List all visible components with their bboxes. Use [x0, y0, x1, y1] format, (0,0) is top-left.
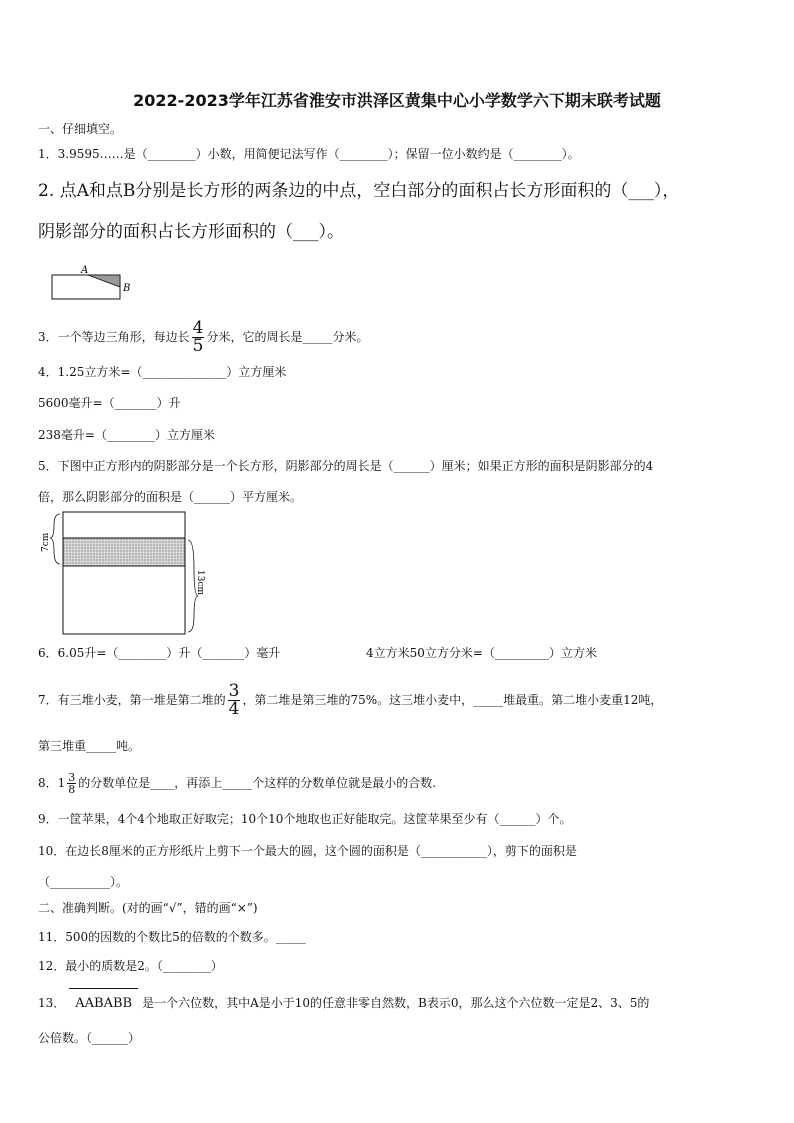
question-13-text-post: 是一个六位数，其中A是小于10的任意非零自然数，B表示0，那么这个六位数一定是2、3、5的: [142, 996, 650, 1010]
question-3-text-post: 分米，它的周长是_____分米。: [206, 330, 369, 344]
label-7cm: 7cm: [41, 532, 51, 552]
question-10-line-2: （__________）。: [38, 875, 129, 889]
question-11: 11．500的因数的个数比5的倍数的个数多。_____: [38, 930, 306, 944]
fraction-numerator: 4: [192, 318, 204, 338]
fraction-3-8: [67, 772, 76, 795]
question-4-line-3: 238毫升=（________）立方厘米: [38, 428, 215, 442]
fraction-denominator: 8: [68, 783, 76, 796]
overlined-number: AABABB: [69, 988, 138, 1017]
section-1-heading: 一、仔细填空。: [38, 122, 123, 136]
point-b-label: B: [123, 283, 131, 294]
page-title: 2022-2023学年江苏省淮安市洪泽区黄集中心小学数学六下期末联考试题: [133, 91, 661, 110]
question-1: 1．3.9595……是（________）小数，用简便记法写作（________）；保留一位小数约是（________）。: [38, 147, 580, 161]
question-6-part-1: 6．6.05升=（________）升（_______）毫升: [38, 646, 281, 660]
question-13-text-pre: 13．: [38, 996, 66, 1010]
question-7-line-2: 第三堆重_____吨。: [38, 739, 141, 753]
section-2-heading: 二、准确判断。(对的画“√”，错的画“×”): [38, 901, 258, 915]
fraction-denominator: 5: [192, 336, 204, 356]
rectangle-figure: [48, 262, 148, 304]
question-6-part-2: 4立方米50立方分米=（_________）立方米: [366, 646, 597, 660]
question-8-text-pre: 8．1: [38, 776, 66, 790]
question-3: [38, 320, 368, 355]
question-13-line-2: 公倍数。（______）: [38, 1031, 141, 1045]
fraction-denominator: 4: [228, 699, 240, 719]
question-13-line-1: [38, 988, 649, 1017]
question-4-line-2: 5600毫升=（_______）升: [38, 396, 181, 410]
question-9: 9．一筐苹果，4个4个地取正好取完；10个10个地取也正好能取完。这筐苹果至少有（______）个。: [38, 812, 572, 826]
label-13cm: 13cm: [195, 570, 205, 596]
fraction-3-4: [228, 683, 241, 718]
fraction-numerator: 3: [68, 771, 76, 784]
question-7-text-post: ，第二堆是第三堆的75%。这三堆小麦中，_____堆最重。第二堆小麦重12吨，: [242, 693, 663, 707]
square-figure: [36, 508, 216, 636]
question-5-line-2: 倍，那么阴影部分的面积是（______）平方厘米。: [38, 490, 303, 504]
question-12: 12．最小的质数是2。（________）: [38, 959, 223, 973]
question-7-line-1: [38, 683, 662, 718]
question-3-text-pre: 3．一个等边三角形，每边长: [38, 330, 190, 344]
question-2-line-1: 2. 点A和点B分别是长方形的两条边的中点，空白部分的面积占长方形面积的（___），: [38, 181, 680, 201]
question-7-text-pre: 7．有三堆小麦，第一堆是第二堆的: [38, 693, 226, 707]
fraction-numerator: 3: [228, 681, 240, 701]
question-5-line-1: 5．下图中正方形内的阴影部分是一个长方形，阴影部分的周长是（______）厘米；如果正方形的面积是阴影部分的4: [38, 459, 654, 473]
question-4-line-1: 4．1.25立方米=（______________）立方厘米: [38, 365, 287, 379]
question-8-text-post: 的分数单位是____，再添上_____个这样的分数单位就是最小的合数.: [78, 776, 437, 790]
fraction-4-5: [192, 320, 205, 355]
question-8: [38, 768, 436, 798]
point-a-label: A: [81, 265, 89, 276]
question-10-line-1: 10．在边长8厘米的正方形纸片上剪下一个最大的圆，这个圆的面积是（___________），剪下的面积是: [38, 844, 577, 858]
question-2-line-2: 阴影部分的面积占长方形面积的（___）。: [38, 222, 344, 242]
